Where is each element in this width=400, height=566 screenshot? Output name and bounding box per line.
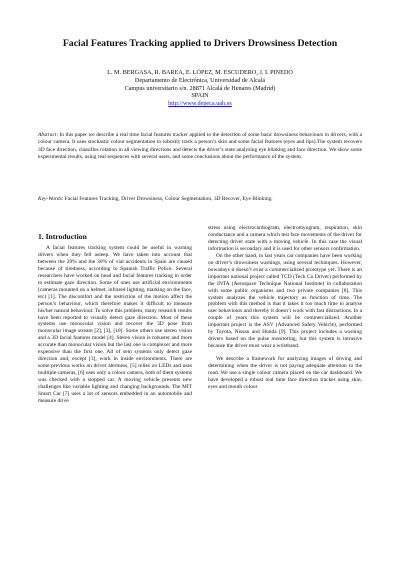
authors: L. M. BERGASA, R. BAREA, E. LÓPEZ, M. ESCUDERO, J. I. PINEDO bbox=[107, 69, 293, 76]
body-paragraph: stress using electrocardiogram, electromyogram, respiration, skin conductance and a camera which test face movements of the driver for detecting driver state with a moving vehicle. In this case the visual information is secondary and it is used for other sensors confirmation. bbox=[208, 225, 362, 252]
address: Campus universitario s/n. 28871 Alcalá de Henares (Madrid) bbox=[124, 84, 276, 92]
keywords-text: : Facial Features Tracking, Driver Drowsiness, Colour Segmentation, 3D Recover, Eye Blinking. bbox=[61, 196, 273, 202]
website-link[interactable]: http://www.depeca.uah.es bbox=[168, 100, 232, 108]
abstract-text: : In this paper we describe a real time facial features tracker applied to the detection of some basic drowsiness behaviours in drivers, with a colour camera. It uses stochastic colour segmentation to robustly track a person’s skin and some facial features (eyes and lips).The system recovers 3D face direction, classifies rotation in all viewing directions and detects the driver’s state analysing eye blinking and face direction. We show some experimental results, using real sequences with several users, and some conclusions about the performance of the system. bbox=[38, 132, 362, 161]
section-heading-introduction: 1. Introduction bbox=[38, 232, 87, 241]
abstract bbox=[38, 132, 362, 162]
body-paragraph: We describe a framework for analyzing images of driving and determining when the driver is not paying adequate attention to the road. We use a single colour camera placed on the car dashboard. We have developed a robust real time face direction tracker using skin, eyes and mouth colour bbox=[208, 356, 362, 390]
author-block bbox=[40, 69, 360, 108]
body-paragraph: On the other hand, in last years car companies have been working on driver’s drowsiness warnings, using several techniques. However, nowadays it doesn’t exist a commercialized prototype yet. There is an important national project called TCD (Tech Co Driver) performed by the INTA (Aerospace Technique National Institute) in collaboration with some public organisms and two private companies [8]. This system analyzes the vehicle trajectory as function of time. The problem with this method is that it takes it too much time to analyse user behaviours and thereby it doesn’t work with fast distractions. In a couple of years this system will be commercialized. Another important project is the ASV (Advanced Safety Vehicle), performed by Toyota, Nissan and Honda [9]. This project includes a warning drivers based on the pulse monitoring, but this system is intrusive because the driver must wear a wristband. bbox=[208, 252, 362, 350]
keywords-label: Key-Words bbox=[38, 196, 62, 202]
abstract-label: Abstract bbox=[38, 132, 57, 138]
country: SPAIN bbox=[191, 92, 209, 100]
left-column bbox=[38, 232, 192, 405]
paper-title: Facial Features Tracking applied to Drivers Drowsiness Detection bbox=[62, 38, 338, 49]
body-paragraph: A facial features tracking system could be useful in warning drivers when they fell asleep. We have taken into account that between the 20% and the 30% of vial accidents in Spain are caused because of tiredness, according to Spanish Traffic Police. Several researchers have worked on head and facial features tracking in order to estimate gaze direction. Some of ones use artificial environments (cameras mounted on a helmet, infrared lighting, marking on the face, etc) [1]. The discomfort and the restriction of the motion affect the person’s behaviour, which therefore makes it difficult to measure his/her natural behaviour. To solve this problem, many research results have been reported to visually detect gaze direction. Most of these systems use monocular vision and recover the 3D pose from monocular image stream [2], [3], [10]. Some others use stereo vision and a 3D facial features model [4]. Stereo vision is robuster and more accurate than monocular vision but the last one is complexer and more expensive than the first one. All of sem systems only detect gaze direction and, except [3], work in inside environments. There are some previous works on driver alertness, [5] relies on LEDs and uses multiple cameras, [6] uses only a colour camera, both of them systems was checked with a stopped car. A moving vehicle presents new challenges like variable lighting and changing backgrounds. The MIT Smart Car [7] uses a lot of sensors embedded in an automobile and measure drive bbox=[38, 245, 192, 404]
right-column bbox=[208, 225, 362, 391]
department: Departamento de Electrónica, Universidad de Alcalá bbox=[134, 76, 266, 84]
keywords bbox=[38, 196, 362, 203]
